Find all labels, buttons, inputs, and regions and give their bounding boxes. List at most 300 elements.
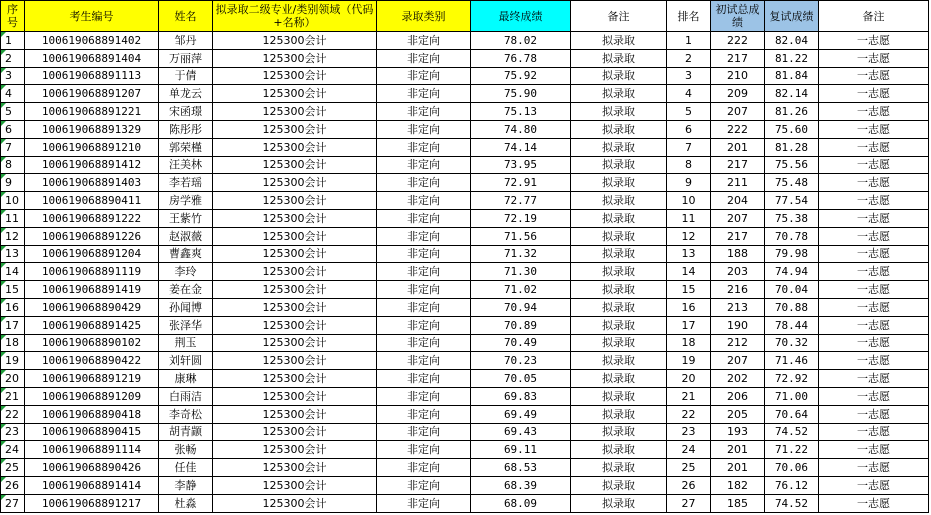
cell-remark[interactable]: 拟录取 <box>571 441 667 459</box>
cell-category[interactable]: 非定向 <box>377 387 471 405</box>
cell-initial-total[interactable]: 201 <box>711 138 765 156</box>
cell-retest-score[interactable]: 70.88 <box>765 298 819 316</box>
cell-seq[interactable] <box>1 352 25 370</box>
cell-final-score[interactable]: 69.83 <box>471 387 571 405</box>
cell-category[interactable]: 非定向 <box>377 192 471 210</box>
cell-retest-score[interactable]: 76.12 <box>765 476 819 494</box>
cell-initial-total[interactable]: 211 <box>711 174 765 192</box>
cell-retest-score[interactable]: 79.98 <box>765 245 819 263</box>
cell-exam-no[interactable]: 100619068891403 <box>25 174 159 192</box>
cell-remark-2[interactable]: 一志愿 <box>819 209 929 227</box>
cell-remark-2[interactable]: 一志愿 <box>819 32 929 50</box>
cell-final-score[interactable]: 70.49 <box>471 334 571 352</box>
cell-initial-total[interactable]: 210 <box>711 67 765 85</box>
cell-category[interactable]: 非定向 <box>377 298 471 316</box>
cell-major[interactable]: 125300会计 <box>213 316 377 334</box>
cell-major[interactable]: 125300会计 <box>213 494 377 512</box>
cell-final-score[interactable]: 71.02 <box>471 281 571 299</box>
cell-rank[interactable]: 2 <box>667 49 711 67</box>
cell-final-score[interactable]: 70.89 <box>471 316 571 334</box>
cell-major[interactable]: 125300会计 <box>213 156 377 174</box>
cell-category[interactable]: 非定向 <box>377 32 471 50</box>
cell-remark[interactable]: 拟录取 <box>571 281 667 299</box>
cell-seq[interactable] <box>1 263 25 281</box>
cell-rank[interactable]: 4 <box>667 85 711 103</box>
cell-seq[interactable] <box>1 192 25 210</box>
cell-major[interactable]: 125300会计 <box>213 138 377 156</box>
cell-seq[interactable] <box>1 138 25 156</box>
cell-remark[interactable]: 拟录取 <box>571 67 667 85</box>
cell-initial-total[interactable]: 209 <box>711 85 765 103</box>
cell-seq[interactable] <box>1 32 25 50</box>
cell-remark-2[interactable]: 一志愿 <box>819 476 929 494</box>
cell-initial-total[interactable]: 202 <box>711 370 765 388</box>
cell-name[interactable]: 张畅 <box>159 441 213 459</box>
cell-name[interactable]: 郭荣槿 <box>159 138 213 156</box>
cell-seq[interactable] <box>1 387 25 405</box>
cell-final-score[interactable]: 72.77 <box>471 192 571 210</box>
cell-seq[interactable] <box>1 405 25 423</box>
cell-exam-no[interactable]: 100619068891226 <box>25 227 159 245</box>
cell-name[interactable]: 刘轩圆 <box>159 352 213 370</box>
cell-remark-2[interactable]: 一志愿 <box>819 423 929 441</box>
cell-name[interactable]: 白雨洁 <box>159 387 213 405</box>
cell-retest-score[interactable]: 70.04 <box>765 281 819 299</box>
cell-major[interactable]: 125300会计 <box>213 32 377 50</box>
cell-name[interactable]: 张泽华 <box>159 316 213 334</box>
cell-name[interactable]: 姜在金 <box>159 281 213 299</box>
cell-remark-2[interactable]: 一志愿 <box>819 281 929 299</box>
cell-remark[interactable]: 拟录取 <box>571 476 667 494</box>
cell-exam-no[interactable]: 100619068891113 <box>25 67 159 85</box>
cell-initial-total[interactable]: 201 <box>711 441 765 459</box>
cell-remark[interactable]: 拟录取 <box>571 227 667 245</box>
cell-remark[interactable]: 拟录取 <box>571 370 667 388</box>
cell-final-score[interactable]: 75.13 <box>471 103 571 121</box>
cell-rank[interactable]: 5 <box>667 103 711 121</box>
cell-initial-total[interactable]: 217 <box>711 49 765 67</box>
cell-category[interactable]: 非定向 <box>377 138 471 156</box>
cell-category[interactable]: 非定向 <box>377 405 471 423</box>
cell-name[interactable]: 李静 <box>159 476 213 494</box>
header-category[interactable]: 录取类别 <box>377 1 471 32</box>
cell-seq[interactable] <box>1 334 25 352</box>
cell-rank[interactable]: 12 <box>667 227 711 245</box>
cell-rank[interactable]: 15 <box>667 281 711 299</box>
cell-remark[interactable]: 拟录取 <box>571 192 667 210</box>
cell-exam-no[interactable]: 100619068890415 <box>25 423 159 441</box>
cell-exam-no[interactable]: 100619068891402 <box>25 32 159 50</box>
cell-remark-2[interactable]: 一志愿 <box>819 441 929 459</box>
cell-rank[interactable]: 16 <box>667 298 711 316</box>
cell-category[interactable]: 非定向 <box>377 227 471 245</box>
cell-category[interactable]: 非定向 <box>377 352 471 370</box>
cell-exam-no[interactable]: 100619068891119 <box>25 263 159 281</box>
cell-name[interactable]: 胡青颛 <box>159 423 213 441</box>
cell-exam-no[interactable]: 100619068891219 <box>25 370 159 388</box>
cell-major[interactable]: 125300会计 <box>213 85 377 103</box>
cell-remark[interactable]: 拟录取 <box>571 352 667 370</box>
cell-remark[interactable]: 拟录取 <box>571 120 667 138</box>
cell-remark[interactable]: 拟录取 <box>571 459 667 477</box>
cell-seq[interactable] <box>1 156 25 174</box>
cell-name[interactable]: 房学雅 <box>159 192 213 210</box>
cell-remark[interactable]: 拟录取 <box>571 103 667 121</box>
header-initial-total[interactable] <box>711 1 765 32</box>
cell-seq[interactable] <box>1 298 25 316</box>
cell-seq[interactable] <box>1 281 25 299</box>
cell-remark-2[interactable]: 一志愿 <box>819 103 929 121</box>
cell-exam-no[interactable]: 100619068891404 <box>25 49 159 67</box>
cell-initial-total[interactable]: 207 <box>711 209 765 227</box>
cell-initial-total[interactable]: 205 <box>711 405 765 423</box>
cell-retest-score[interactable]: 74.94 <box>765 263 819 281</box>
cell-retest-score[interactable]: 74.52 <box>765 494 819 512</box>
cell-final-score[interactable]: 69.11 <box>471 441 571 459</box>
cell-remark[interactable]: 拟录取 <box>571 245 667 263</box>
cell-major[interactable]: 125300会计 <box>213 49 377 67</box>
header-major[interactable] <box>213 1 377 32</box>
cell-major[interactable]: 125300会计 <box>213 387 377 405</box>
header-seq[interactable] <box>1 1 25 32</box>
cell-rank[interactable]: 3 <box>667 67 711 85</box>
cell-retest-score[interactable]: 75.38 <box>765 209 819 227</box>
cell-remark-2[interactable]: 一志愿 <box>819 370 929 388</box>
cell-rank[interactable]: 25 <box>667 459 711 477</box>
cell-seq[interactable] <box>1 423 25 441</box>
cell-retest-score[interactable]: 71.00 <box>765 387 819 405</box>
cell-category[interactable]: 非定向 <box>377 103 471 121</box>
cell-major[interactable]: 125300会计 <box>213 174 377 192</box>
cell-rank[interactable]: 14 <box>667 263 711 281</box>
cell-retest-score[interactable]: 74.52 <box>765 423 819 441</box>
cell-seq[interactable] <box>1 459 25 477</box>
cell-retest-score[interactable]: 70.78 <box>765 227 819 245</box>
cell-major[interactable]: 125300会计 <box>213 476 377 494</box>
cell-remark-2[interactable]: 一志愿 <box>819 120 929 138</box>
cell-remark[interactable]: 拟录取 <box>571 138 667 156</box>
cell-major[interactable]: 125300会计 <box>213 227 377 245</box>
cell-name[interactable]: 荆玉 <box>159 334 213 352</box>
cell-initial-total[interactable]: 212 <box>711 334 765 352</box>
cell-final-score[interactable]: 71.32 <box>471 245 571 263</box>
cell-category[interactable]: 非定向 <box>377 49 471 67</box>
cell-name[interactable]: 孙闻博 <box>159 298 213 316</box>
cell-remark-2[interactable]: 一志愿 <box>819 227 929 245</box>
cell-remark[interactable]: 拟录取 <box>571 85 667 103</box>
cell-exam-no[interactable]: 100619068890422 <box>25 352 159 370</box>
cell-remark[interactable]: 拟录取 <box>571 494 667 512</box>
cell-initial-total[interactable]: 207 <box>711 103 765 121</box>
cell-exam-no[interactable]: 100619068891210 <box>25 138 159 156</box>
cell-exam-no[interactable]: 100619068890426 <box>25 459 159 477</box>
cell-category[interactable]: 非定向 <box>377 423 471 441</box>
cell-final-score[interactable]: 68.39 <box>471 476 571 494</box>
cell-seq[interactable] <box>1 476 25 494</box>
cell-final-score[interactable]: 68.09 <box>471 494 571 512</box>
cell-remark-2[interactable]: 一志愿 <box>819 192 929 210</box>
cell-seq[interactable] <box>1 174 25 192</box>
cell-major[interactable]: 125300会计 <box>213 192 377 210</box>
cell-major[interactable]: 125300会计 <box>213 103 377 121</box>
cell-remark-2[interactable]: 一志愿 <box>819 494 929 512</box>
cell-initial-total[interactable]: 193 <box>711 423 765 441</box>
cell-remark[interactable]: 拟录取 <box>571 32 667 50</box>
cell-seq[interactable] <box>1 209 25 227</box>
cell-remark-2[interactable]: 一志愿 <box>819 263 929 281</box>
cell-category[interactable]: 非定向 <box>377 370 471 388</box>
cell-final-score[interactable]: 74.14 <box>471 138 571 156</box>
cell-exam-no[interactable]: 100619068890411 <box>25 192 159 210</box>
cell-exam-no[interactable]: 100619068891114 <box>25 441 159 459</box>
cell-name[interactable]: 李若瑶 <box>159 174 213 192</box>
cell-final-score[interactable]: 75.90 <box>471 85 571 103</box>
cell-final-score[interactable]: 71.56 <box>471 227 571 245</box>
header-name[interactable]: 姓名 <box>159 1 213 32</box>
cell-exam-no[interactable]: 100619068891412 <box>25 156 159 174</box>
cell-major[interactable]: 125300会计 <box>213 334 377 352</box>
cell-major[interactable]: 125300会计 <box>213 423 377 441</box>
cell-major[interactable]: 125300会计 <box>213 263 377 281</box>
header-retest-score[interactable]: 复试成绩 <box>765 1 819 32</box>
cell-exam-no[interactable]: 100619068891207 <box>25 85 159 103</box>
cell-retest-score[interactable]: 81.84 <box>765 67 819 85</box>
cell-final-score[interactable]: 72.19 <box>471 209 571 227</box>
cell-initial-total[interactable]: 201 <box>711 459 765 477</box>
cell-exam-no[interactable]: 100619068891414 <box>25 476 159 494</box>
cell-rank[interactable]: 24 <box>667 441 711 459</box>
cell-retest-score[interactable]: 81.26 <box>765 103 819 121</box>
cell-retest-score[interactable]: 71.46 <box>765 352 819 370</box>
cell-major[interactable]: 125300会计 <box>213 245 377 263</box>
cell-retest-score[interactable]: 81.28 <box>765 138 819 156</box>
cell-final-score[interactable]: 73.95 <box>471 156 571 174</box>
cell-initial-total[interactable]: 207 <box>711 352 765 370</box>
cell-rank[interactable]: 1 <box>667 32 711 50</box>
cell-exam-no[interactable]: 100619068891329 <box>25 120 159 138</box>
cell-rank[interactable]: 8 <box>667 156 711 174</box>
cell-rank[interactable]: 7 <box>667 138 711 156</box>
cell-seq[interactable] <box>1 103 25 121</box>
cell-remark-2[interactable]: 一志愿 <box>819 49 929 67</box>
cell-retest-score[interactable]: 70.32 <box>765 334 819 352</box>
cell-name[interactable]: 曹鑫爽 <box>159 245 213 263</box>
cell-remark-2[interactable]: 一志愿 <box>819 387 929 405</box>
cell-initial-total[interactable]: 217 <box>711 156 765 174</box>
cell-category[interactable]: 非定向 <box>377 494 471 512</box>
cell-category[interactable]: 非定向 <box>377 263 471 281</box>
cell-seq[interactable] <box>1 49 25 67</box>
cell-initial-total[interactable]: 216 <box>711 281 765 299</box>
cell-major[interactable]: 125300会计 <box>213 352 377 370</box>
cell-initial-total[interactable]: 190 <box>711 316 765 334</box>
cell-seq[interactable] <box>1 316 25 334</box>
cell-rank[interactable]: 23 <box>667 423 711 441</box>
cell-category[interactable]: 非定向 <box>377 85 471 103</box>
cell-category[interactable]: 非定向 <box>377 476 471 494</box>
cell-category[interactable]: 非定向 <box>377 281 471 299</box>
cell-name[interactable]: 杜淼 <box>159 494 213 512</box>
cell-final-score[interactable]: 69.49 <box>471 405 571 423</box>
cell-category[interactable]: 非定向 <box>377 245 471 263</box>
cell-rank[interactable]: 27 <box>667 494 711 512</box>
cell-retest-score[interactable]: 70.64 <box>765 405 819 423</box>
cell-exam-no[interactable]: 100619068891425 <box>25 316 159 334</box>
cell-retest-score[interactable]: 77.54 <box>765 192 819 210</box>
cell-major[interactable]: 125300会计 <box>213 459 377 477</box>
cell-exam-no[interactable]: 100619068890102 <box>25 334 159 352</box>
cell-name[interactable]: 李奇松 <box>159 405 213 423</box>
cell-remark[interactable]: 拟录取 <box>571 174 667 192</box>
cell-exam-no[interactable]: 100619068890429 <box>25 298 159 316</box>
cell-final-score[interactable]: 68.53 <box>471 459 571 477</box>
cell-initial-total[interactable]: 222 <box>711 32 765 50</box>
cell-remark-2[interactable]: 一志愿 <box>819 67 929 85</box>
cell-category[interactable]: 非定向 <box>377 441 471 459</box>
cell-seq[interactable] <box>1 441 25 459</box>
cell-major[interactable]: 125300会计 <box>213 441 377 459</box>
cell-retest-score[interactable]: 75.60 <box>765 120 819 138</box>
cell-remark-2[interactable]: 一志愿 <box>819 156 929 174</box>
cell-rank[interactable]: 21 <box>667 387 711 405</box>
cell-name[interactable]: 任佳 <box>159 459 213 477</box>
cell-major[interactable]: 125300会计 <box>213 209 377 227</box>
cell-final-score[interactable]: 70.05 <box>471 370 571 388</box>
cell-retest-score[interactable]: 78.44 <box>765 316 819 334</box>
cell-major[interactable]: 125300会计 <box>213 405 377 423</box>
cell-remark-2[interactable]: 一志愿 <box>819 138 929 156</box>
cell-final-score[interactable]: 75.92 <box>471 67 571 85</box>
cell-rank[interactable]: 22 <box>667 405 711 423</box>
cell-initial-total[interactable]: 182 <box>711 476 765 494</box>
cell-remark-2[interactable]: 一志愿 <box>819 298 929 316</box>
cell-initial-total[interactable]: 185 <box>711 494 765 512</box>
cell-remark-2[interactable]: 一志愿 <box>819 334 929 352</box>
cell-category[interactable]: 非定向 <box>377 459 471 477</box>
cell-retest-score[interactable]: 75.56 <box>765 156 819 174</box>
cell-rank[interactable]: 10 <box>667 192 711 210</box>
cell-remark-2[interactable]: 一志愿 <box>819 316 929 334</box>
cell-remark-2[interactable]: 一志愿 <box>819 459 929 477</box>
cell-initial-total[interactable]: 203 <box>711 263 765 281</box>
cell-retest-score[interactable]: 82.14 <box>765 85 819 103</box>
cell-rank[interactable]: 26 <box>667 476 711 494</box>
cell-initial-total[interactable]: 204 <box>711 192 765 210</box>
cell-name[interactable]: 康琳 <box>159 370 213 388</box>
cell-category[interactable]: 非定向 <box>377 334 471 352</box>
cell-name[interactable]: 李玲 <box>159 263 213 281</box>
cell-rank[interactable]: 6 <box>667 120 711 138</box>
cell-retest-score[interactable]: 82.04 <box>765 32 819 50</box>
cell-remark[interactable]: 拟录取 <box>571 49 667 67</box>
cell-rank[interactable]: 19 <box>667 352 711 370</box>
header-remark[interactable]: 备注 <box>571 1 667 32</box>
cell-name[interactable]: 赵淑薇 <box>159 227 213 245</box>
header-rank[interactable]: 排名 <box>667 1 711 32</box>
cell-initial-total[interactable]: 222 <box>711 120 765 138</box>
cell-remark[interactable]: 拟录取 <box>571 263 667 281</box>
cell-retest-score[interactable]: 70.06 <box>765 459 819 477</box>
cell-remark[interactable]: 拟录取 <box>571 298 667 316</box>
cell-retest-score[interactable]: 75.48 <box>765 174 819 192</box>
cell-remark[interactable]: 拟录取 <box>571 209 667 227</box>
cell-major[interactable]: 125300会计 <box>213 281 377 299</box>
cell-remark-2[interactable]: 一志愿 <box>819 85 929 103</box>
cell-seq[interactable] <box>1 120 25 138</box>
cell-remark[interactable]: 拟录取 <box>571 156 667 174</box>
cell-remark[interactable]: 拟录取 <box>571 423 667 441</box>
cell-name[interactable]: 万丽萍 <box>159 49 213 67</box>
cell-initial-total[interactable]: 213 <box>711 298 765 316</box>
cell-category[interactable]: 非定向 <box>377 316 471 334</box>
cell-initial-total[interactable]: 206 <box>711 387 765 405</box>
cell-retest-score[interactable]: 71.22 <box>765 441 819 459</box>
cell-name[interactable]: 王紫竹 <box>159 209 213 227</box>
cell-major[interactable]: 125300会计 <box>213 67 377 85</box>
cell-category[interactable]: 非定向 <box>377 209 471 227</box>
cell-exam-no[interactable]: 100619068891419 <box>25 281 159 299</box>
cell-exam-no[interactable]: 100619068891217 <box>25 494 159 512</box>
cell-exam-no[interactable]: 100619068891221 <box>25 103 159 121</box>
cell-retest-score[interactable]: 72.92 <box>765 370 819 388</box>
header-remark-2[interactable]: 备注 <box>819 1 929 32</box>
cell-name[interactable]: 于倩 <box>159 67 213 85</box>
cell-remark[interactable]: 拟录取 <box>571 334 667 352</box>
cell-name[interactable]: 单龙云 <box>159 85 213 103</box>
cell-name[interactable]: 邹丹 <box>159 32 213 50</box>
cell-seq[interactable] <box>1 85 25 103</box>
cell-exam-no[interactable]: 100619068890418 <box>25 405 159 423</box>
cell-category[interactable]: 非定向 <box>377 67 471 85</box>
cell-category[interactable]: 非定向 <box>377 174 471 192</box>
cell-remark-2[interactable]: 一志愿 <box>819 245 929 263</box>
cell-final-score[interactable]: 69.43 <box>471 423 571 441</box>
cell-final-score[interactable]: 70.23 <box>471 352 571 370</box>
cell-seq[interactable] <box>1 370 25 388</box>
cell-remark-2[interactable]: 一志愿 <box>819 352 929 370</box>
cell-category[interactable]: 非定向 <box>377 156 471 174</box>
cell-retest-score[interactable]: 81.22 <box>765 49 819 67</box>
cell-seq[interactable] <box>1 67 25 85</box>
cell-rank[interactable]: 17 <box>667 316 711 334</box>
header-exam-no[interactable]: 考生编号 <box>25 1 159 32</box>
cell-final-score[interactable]: 78.02 <box>471 32 571 50</box>
cell-initial-total[interactable]: 188 <box>711 245 765 263</box>
cell-name[interactable]: 汪美林 <box>159 156 213 174</box>
cell-major[interactable]: 125300会计 <box>213 370 377 388</box>
cell-category[interactable]: 非定向 <box>377 120 471 138</box>
cell-name[interactable]: 陈彤彤 <box>159 120 213 138</box>
cell-major[interactable]: 125300会计 <box>213 298 377 316</box>
cell-final-score[interactable]: 71.30 <box>471 263 571 281</box>
cell-rank[interactable]: 18 <box>667 334 711 352</box>
cell-exam-no[interactable]: 100619068891204 <box>25 245 159 263</box>
cell-final-score[interactable]: 74.80 <box>471 120 571 138</box>
cell-rank[interactable]: 13 <box>667 245 711 263</box>
cell-remark-2[interactable]: 一志愿 <box>819 405 929 423</box>
cell-remark[interactable]: 拟录取 <box>571 387 667 405</box>
cell-initial-total[interactable]: 217 <box>711 227 765 245</box>
cell-major[interactable]: 125300会计 <box>213 120 377 138</box>
cell-exam-no[interactable]: 100619068891209 <box>25 387 159 405</box>
header-final-score[interactable]: 最终成绩 <box>471 1 571 32</box>
cell-exam-no[interactable]: 100619068891222 <box>25 209 159 227</box>
cell-seq[interactable] <box>1 227 25 245</box>
cell-remark[interactable]: 拟录取 <box>571 316 667 334</box>
cell-name[interactable]: 宋函璟 <box>159 103 213 121</box>
cell-rank[interactable]: 11 <box>667 209 711 227</box>
cell-seq[interactable] <box>1 245 25 263</box>
